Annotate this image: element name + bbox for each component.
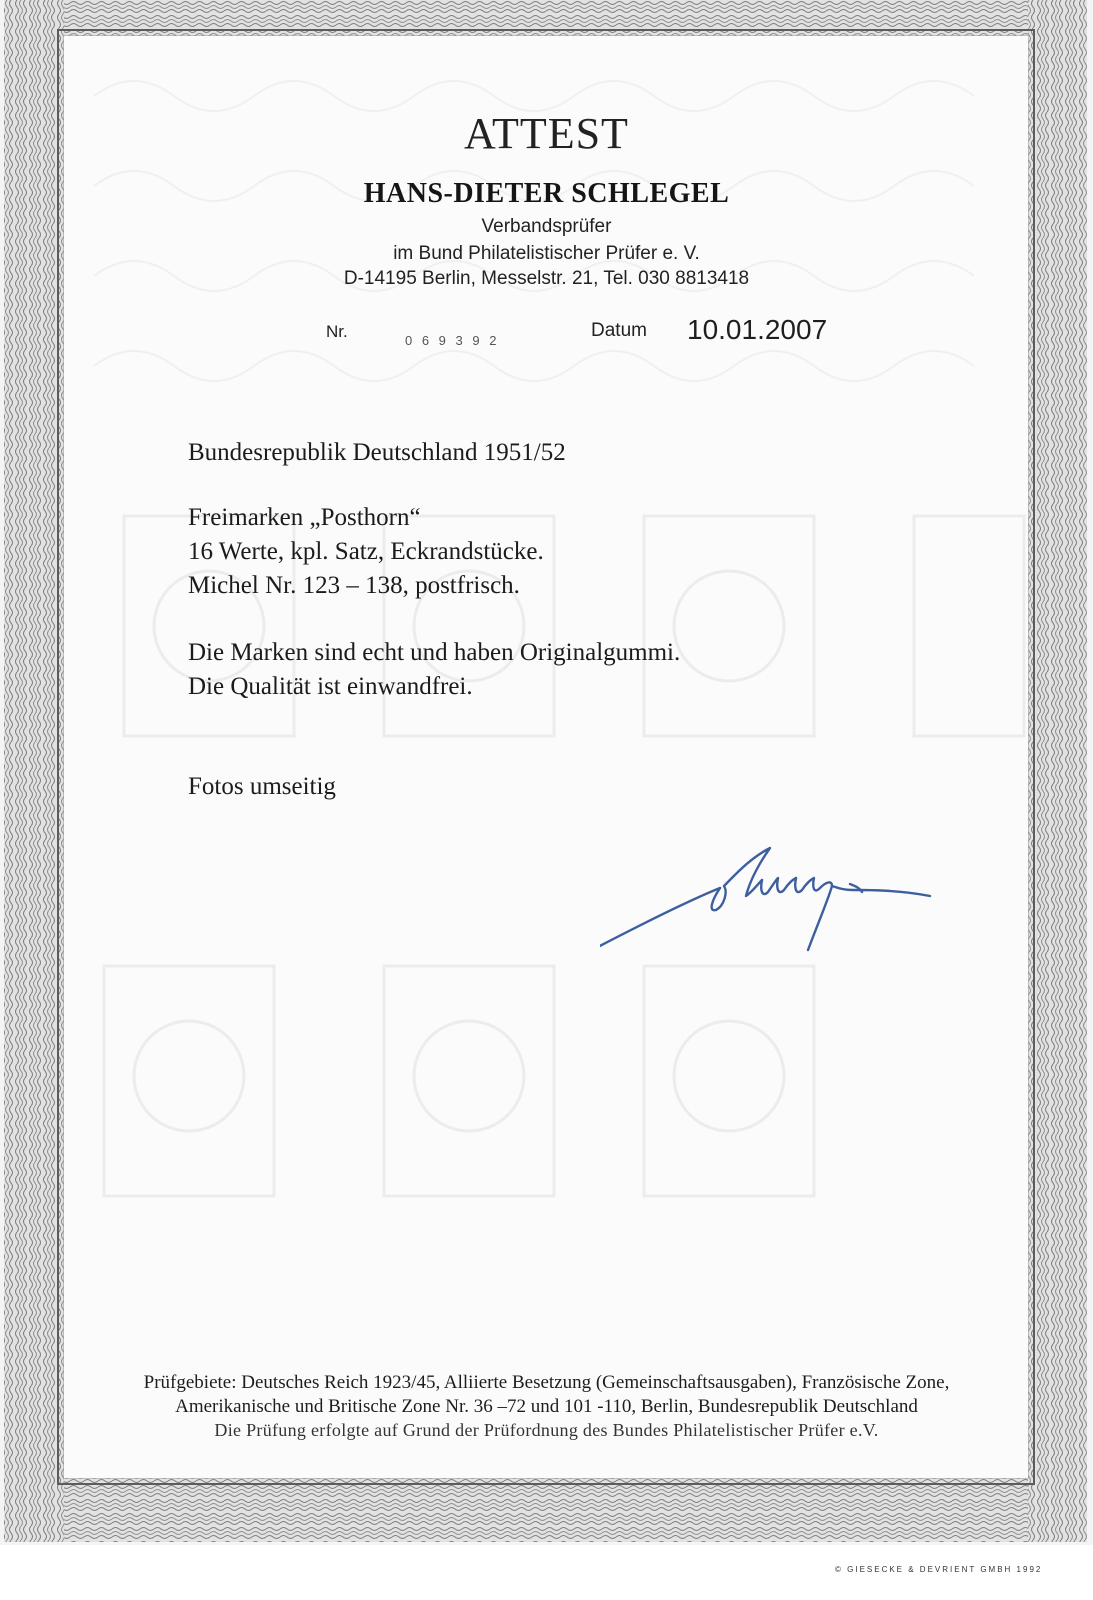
michel-catalogue-line: Michel Nr. 123 – 138, postfrisch.	[188, 572, 520, 599]
certificate-number: 0 6 9 3 9 2	[405, 333, 500, 348]
document-title: ATTEST	[464, 109, 629, 158]
stamp-issue-title: Freimarken „Posthorn“	[188, 504, 421, 531]
certificate-date: 10.01.2007	[687, 314, 828, 345]
examiner-role: Verbandsprüfer	[481, 216, 612, 237]
examiner-name: HANS-DIETER SCHLEGEL	[363, 178, 730, 209]
genuineness-statement: Die Marken sind echt und haben Originalgummi.	[188, 639, 681, 666]
footer-regulation-note: Die Prüfung erfolgte auf Grund der Prüfordnung des Bundes Philatelistischer Prüfer e.V.	[214, 1420, 879, 1440]
examiner-address: D-14195 Berlin, Messelstr. 21, Tel. 030 8813418	[343, 268, 750, 289]
photos-note: Fotos umseitig	[188, 773, 336, 800]
examiner-association: im Bund Philatelistischer Prüfer e. V.	[393, 243, 700, 264]
handwritten-signature	[600, 840, 950, 975]
date-label: Datum	[591, 320, 647, 341]
country-line: Bundesrepublik Deutschland 1951/52	[188, 439, 566, 466]
printer-imprint: © GIESECKE & DEVRIENT GMBH 1992	[835, 1565, 1043, 1574]
footer-testing-areas-line1: Prüfgebiete: Deutsches Reich 1923/45, Alliierte Besetzung (Gemeinschaftsausgaben), Französische Zone,	[143, 1372, 950, 1393]
quality-statement: Die Qualität ist einwandfrei.	[188, 673, 473, 700]
number-label: Nr.	[326, 322, 348, 341]
stamp-values-line: 16 Werte, kpl. Satz, Eckrandstücke.	[188, 538, 544, 565]
footer-testing-areas-line2: Amerikanische und Britische Zone Nr. 36 –72 und 101 -110, Berlin, Bundesrepublik Deutschland	[175, 1396, 918, 1417]
